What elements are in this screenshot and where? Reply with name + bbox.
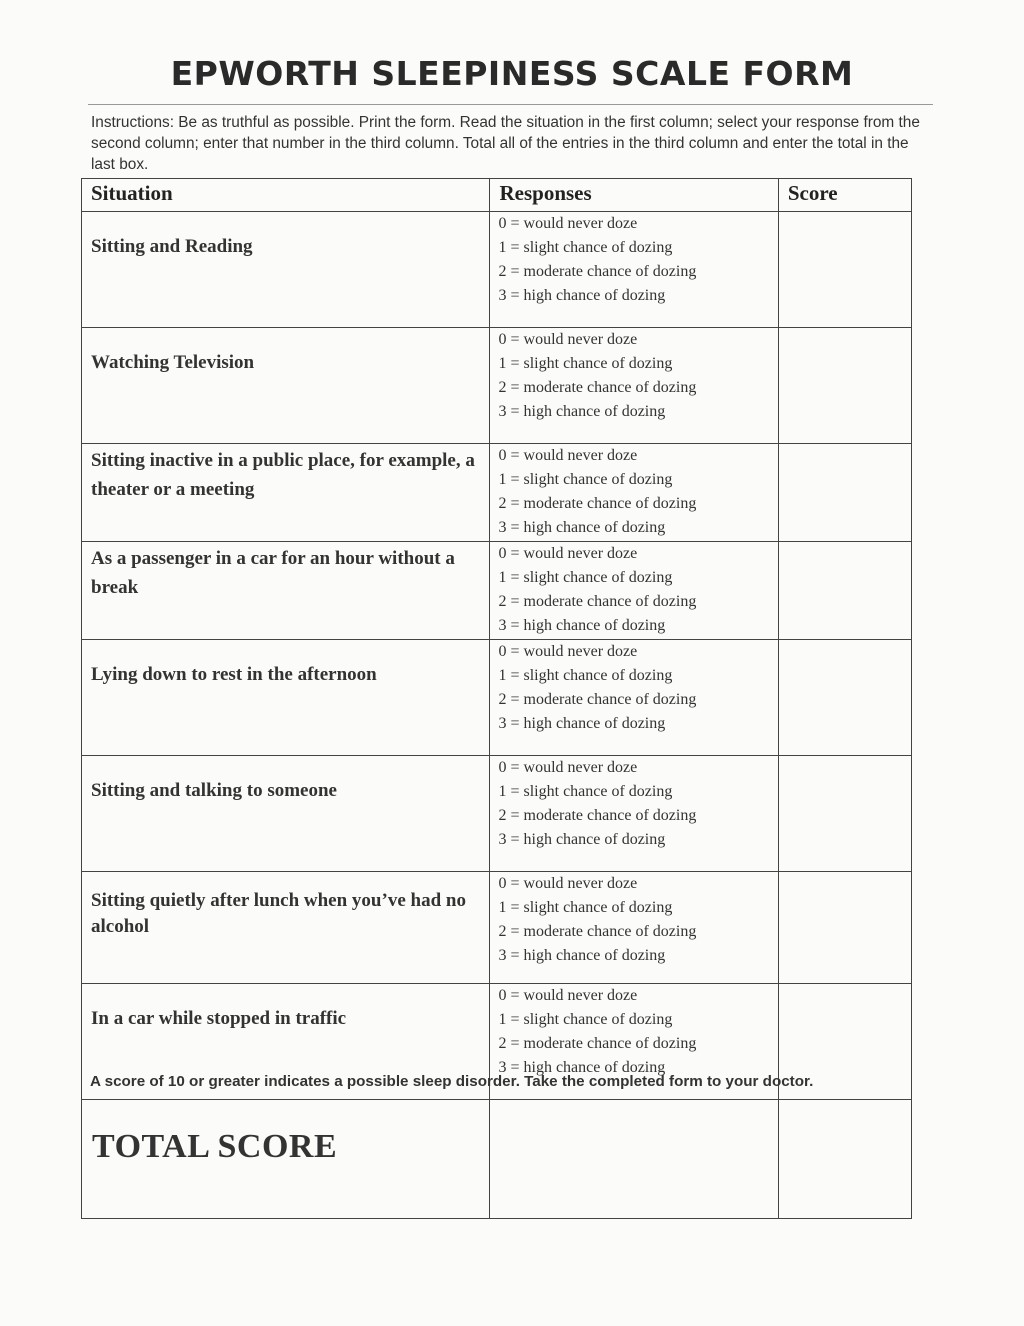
score-entry-cell[interactable] [778, 444, 911, 542]
header-score: Score [778, 179, 911, 212]
response-options [490, 542, 778, 640]
response-options [490, 444, 778, 542]
sleepiness-form-table [81, 178, 912, 1219]
response-option: 0 = would never doze [498, 643, 638, 660]
score-entry-cell[interactable] [778, 756, 911, 872]
table-row [82, 542, 912, 640]
response-options [490, 756, 778, 872]
form-title: EPWORTH SLEEPINESS SCALE FORM [170, 54, 854, 93]
score-entry-cell[interactable] [778, 542, 911, 640]
header-situation: Situation [82, 179, 490, 212]
response-option: 3 = high chance of dozing [498, 403, 666, 420]
response-option: 2 = moderate chance of dozing [498, 807, 697, 824]
response-option: 1 = slight chance of dozing [498, 239, 673, 256]
score-entry-cell[interactable] [778, 640, 911, 756]
response-options [490, 212, 778, 328]
response-options [490, 328, 778, 444]
total-row [82, 1100, 912, 1219]
title-divider [88, 104, 933, 105]
response-option: 3 = high chance of dozing [498, 1059, 666, 1076]
response-options [490, 640, 778, 756]
response-option: 2 = moderate chance of dozing [498, 691, 697, 708]
response-options [490, 872, 778, 984]
score-entry-cell[interactable] [778, 328, 911, 444]
response-option: 0 = would never doze [498, 215, 638, 232]
instructions-text: Instructions: Be as truthful as possible. Print the form. Read the situation in the first column; select your response from the second column; enter that number in the third column. Total all of the entries in the third column and enter the total in the last box. [91, 114, 920, 173]
response-option: 3 = high chance of dozing [498, 287, 666, 304]
situation-label: As a passenger in a car for an hour without a break [82, 542, 490, 640]
response-option: 0 = would never doze [498, 987, 638, 1004]
table-row [82, 756, 912, 872]
response-option: 2 = moderate chance of dozing [498, 923, 697, 940]
score-entry-cell[interactable] [778, 872, 911, 984]
response-option: 0 = would never doze [498, 545, 638, 562]
response-option: 1 = slight chance of dozing [498, 569, 673, 586]
table-row [82, 212, 912, 328]
response-option: 0 = would never doze [498, 875, 638, 892]
response-option: 1 = slight chance of dozing [498, 899, 673, 916]
total-score-label: TOTAL SCORE [82, 1100, 490, 1219]
response-option: 1 = slight chance of dozing [498, 667, 673, 684]
response-option: 1 = slight chance of dozing [498, 783, 673, 800]
response-option: 2 = moderate chance of dozing [498, 495, 697, 512]
response-option: 0 = would never doze [498, 331, 638, 348]
response-option: 2 = moderate chance of dozing [498, 379, 697, 396]
table-row [82, 444, 912, 542]
response-option: 1 = slight chance of dozing [498, 1011, 673, 1028]
response-option: 2 = moderate chance of dozing [498, 593, 697, 610]
response-option: 3 = high chance of dozing [498, 519, 666, 536]
response-option: 3 = high chance of dozing [498, 947, 666, 964]
situation-label: Sitting inactive in a public place, for example, a theater or a meeting [82, 444, 490, 542]
situation-label: Lying down to rest in the afternoon [82, 640, 490, 756]
response-option: 3 = high chance of dozing [498, 617, 666, 634]
response-option: 0 = would never doze [498, 447, 638, 464]
response-option: 2 = moderate chance of dozing [498, 1035, 697, 1052]
footnote: A score of 10 or greater indicates a possible sleep disorder. Take the completed form to your doctor. [90, 1073, 814, 1090]
situation-label: Sitting quietly after lunch when you’ve had no alcohol [82, 872, 490, 984]
table-row [82, 640, 912, 756]
table-row [82, 872, 912, 984]
score-entry-cell[interactable] [778, 212, 911, 328]
table-row [82, 328, 912, 444]
situation-label: Sitting and Reading [82, 212, 490, 328]
response-option: 1 = slight chance of dozing [498, 471, 673, 488]
response-option: 2 = moderate chance of dozing [498, 263, 697, 280]
situation-label: Watching Television [82, 328, 490, 444]
response-option: 1 = slight chance of dozing [498, 355, 673, 372]
response-option: 3 = high chance of dozing [498, 831, 666, 848]
situation-label: In a car while stopped in traffic [82, 984, 490, 1100]
table-header-row [82, 179, 912, 212]
situation-label: Sitting and talking to someone [82, 756, 490, 872]
response-option: 3 = high chance of dozing [498, 715, 666, 732]
response-option: 0 = would never doze [498, 759, 638, 776]
total-score-entry-cell[interactable] [778, 1100, 911, 1219]
total-blank-cell [490, 1100, 778, 1219]
header-responses: Responses [490, 179, 778, 212]
